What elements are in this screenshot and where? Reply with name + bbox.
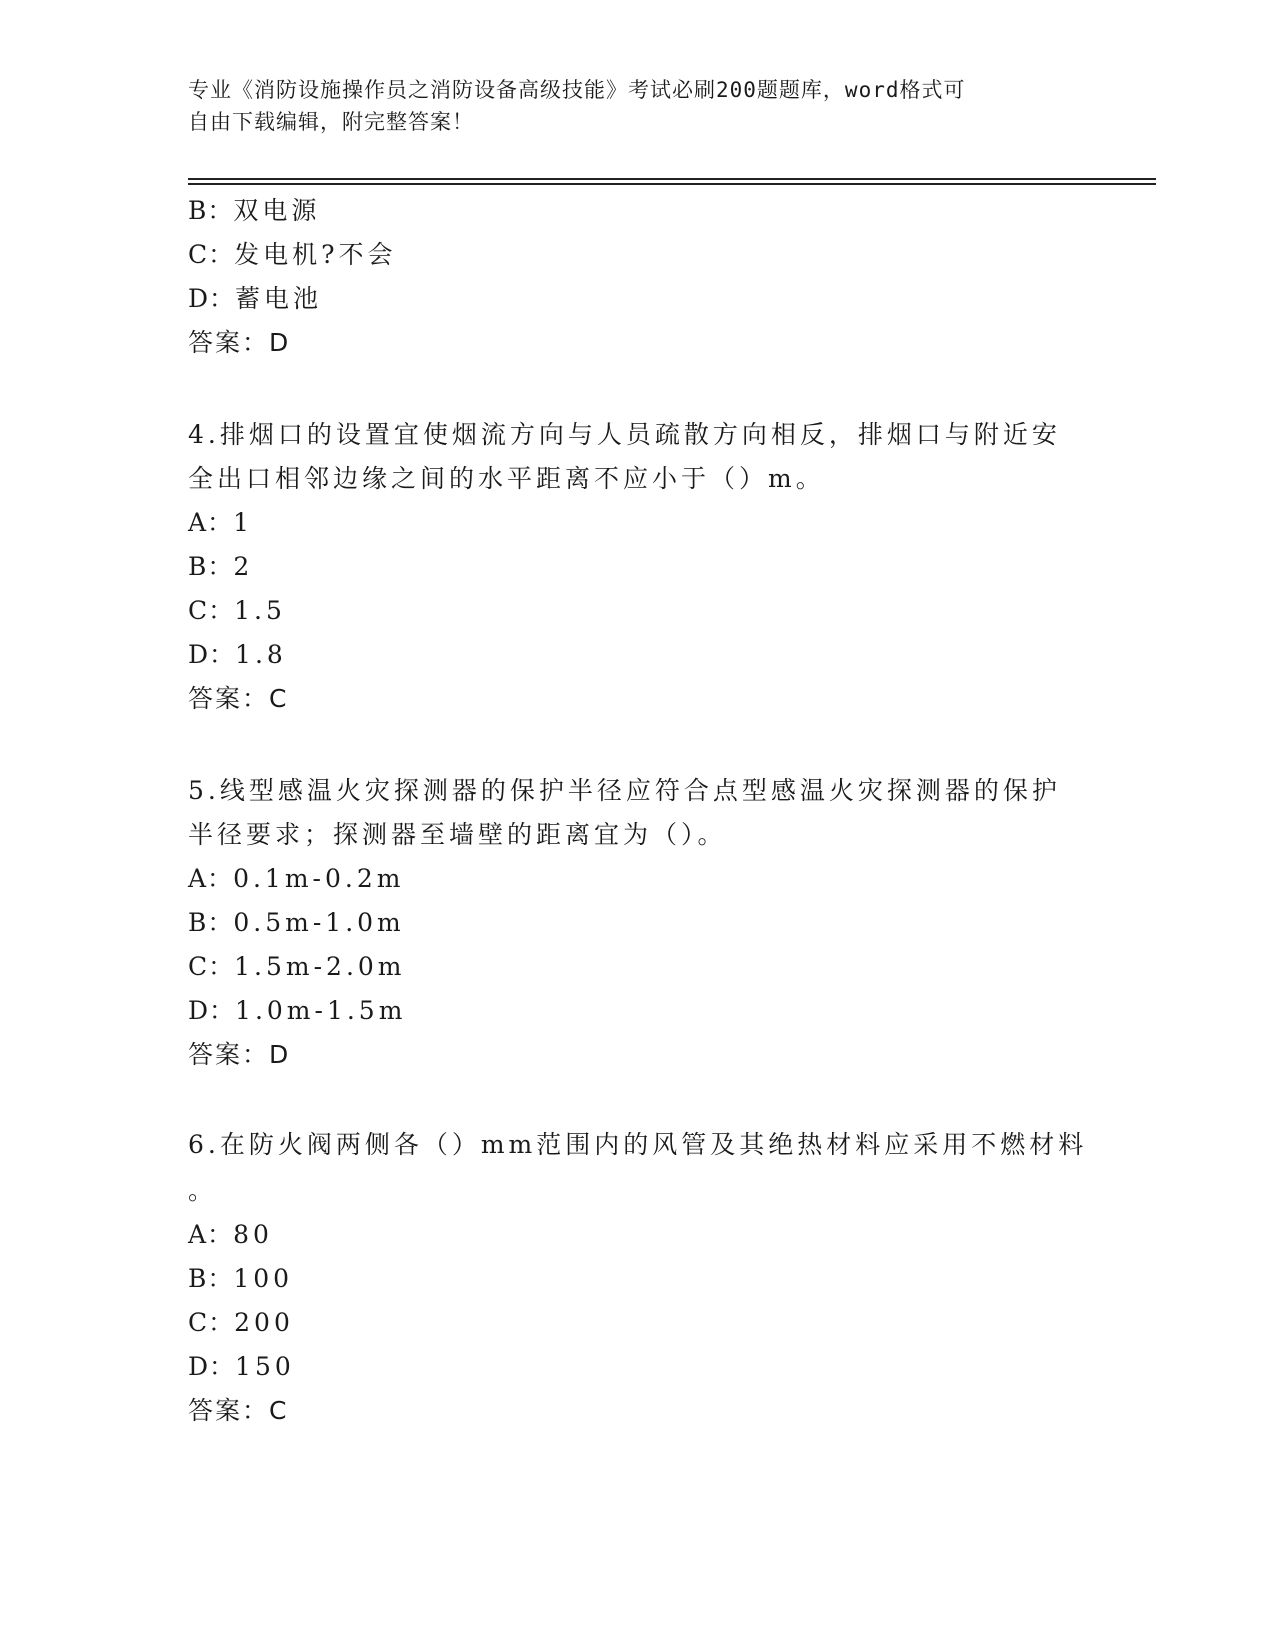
q5-option-a: A：0.1m-0.2m — [188, 864, 405, 893]
q6-option-d: D：150 — [188, 1352, 295, 1381]
q5-option-c: C：1.5m-2.0m — [188, 952, 406, 981]
header-line-2: 自由下载编辑，附完整答案！ — [188, 110, 474, 134]
q4-option-d: D：1.8 — [188, 640, 287, 669]
q4-option-a: A：1 — [188, 508, 253, 537]
q6-stem-line-1: 6.在防火阀两侧各（）mm范围内的风管及其绝热材料应采用不燃材料 — [188, 1130, 1088, 1159]
q6-option-a: A：80 — [188, 1220, 273, 1249]
header-rule-bottom — [188, 183, 1156, 185]
q6-stem-line-2: 。 — [188, 1176, 218, 1205]
q6-option-c: C：200 — [188, 1308, 294, 1337]
q4-answer: 答案：C — [188, 684, 289, 713]
header-rule-top — [188, 178, 1156, 180]
q5-option-b: B：0.5m-1.0m — [188, 908, 405, 937]
header-line-1: 专业《消防设施操作员之消防设备高级技能》考试必刷200题题库，word格式可 — [188, 78, 966, 102]
q3-option-c: C：发电机?不会 — [188, 240, 397, 269]
q5-option-d: D：1.0m-1.5m — [188, 996, 407, 1025]
q4-option-c: C：1.5 — [188, 596, 286, 625]
document-header — [188, 74, 1068, 138]
q4-stem-line-2: 全出口相邻边缘之间的水平距离不应小于（）m。 — [188, 464, 825, 493]
q3-answer: 答案：D — [188, 328, 291, 357]
q5-stem-line-2: 半径要求；探测器至墙壁的距离宜为（）。 — [188, 820, 727, 849]
q4-option-b: B：2 — [188, 552, 254, 581]
q6-answer: 答案：C — [188, 1396, 289, 1425]
q4-stem-line-1: 4.排烟口的设置宜使烟流方向与人员疏散方向相反，排烟口与附近安 — [188, 420, 1061, 449]
q5-stem-line-1: 5.线型感温火灾探测器的保护半径应符合点型感温火灾探测器的保护 — [188, 776, 1061, 805]
q3-option-b: B：双电源 — [188, 196, 321, 225]
q3-option-d: D：蓄电池 — [188, 284, 323, 313]
q5-answer: 答案：D — [188, 1040, 291, 1069]
q6-option-b: B：100 — [188, 1264, 294, 1293]
